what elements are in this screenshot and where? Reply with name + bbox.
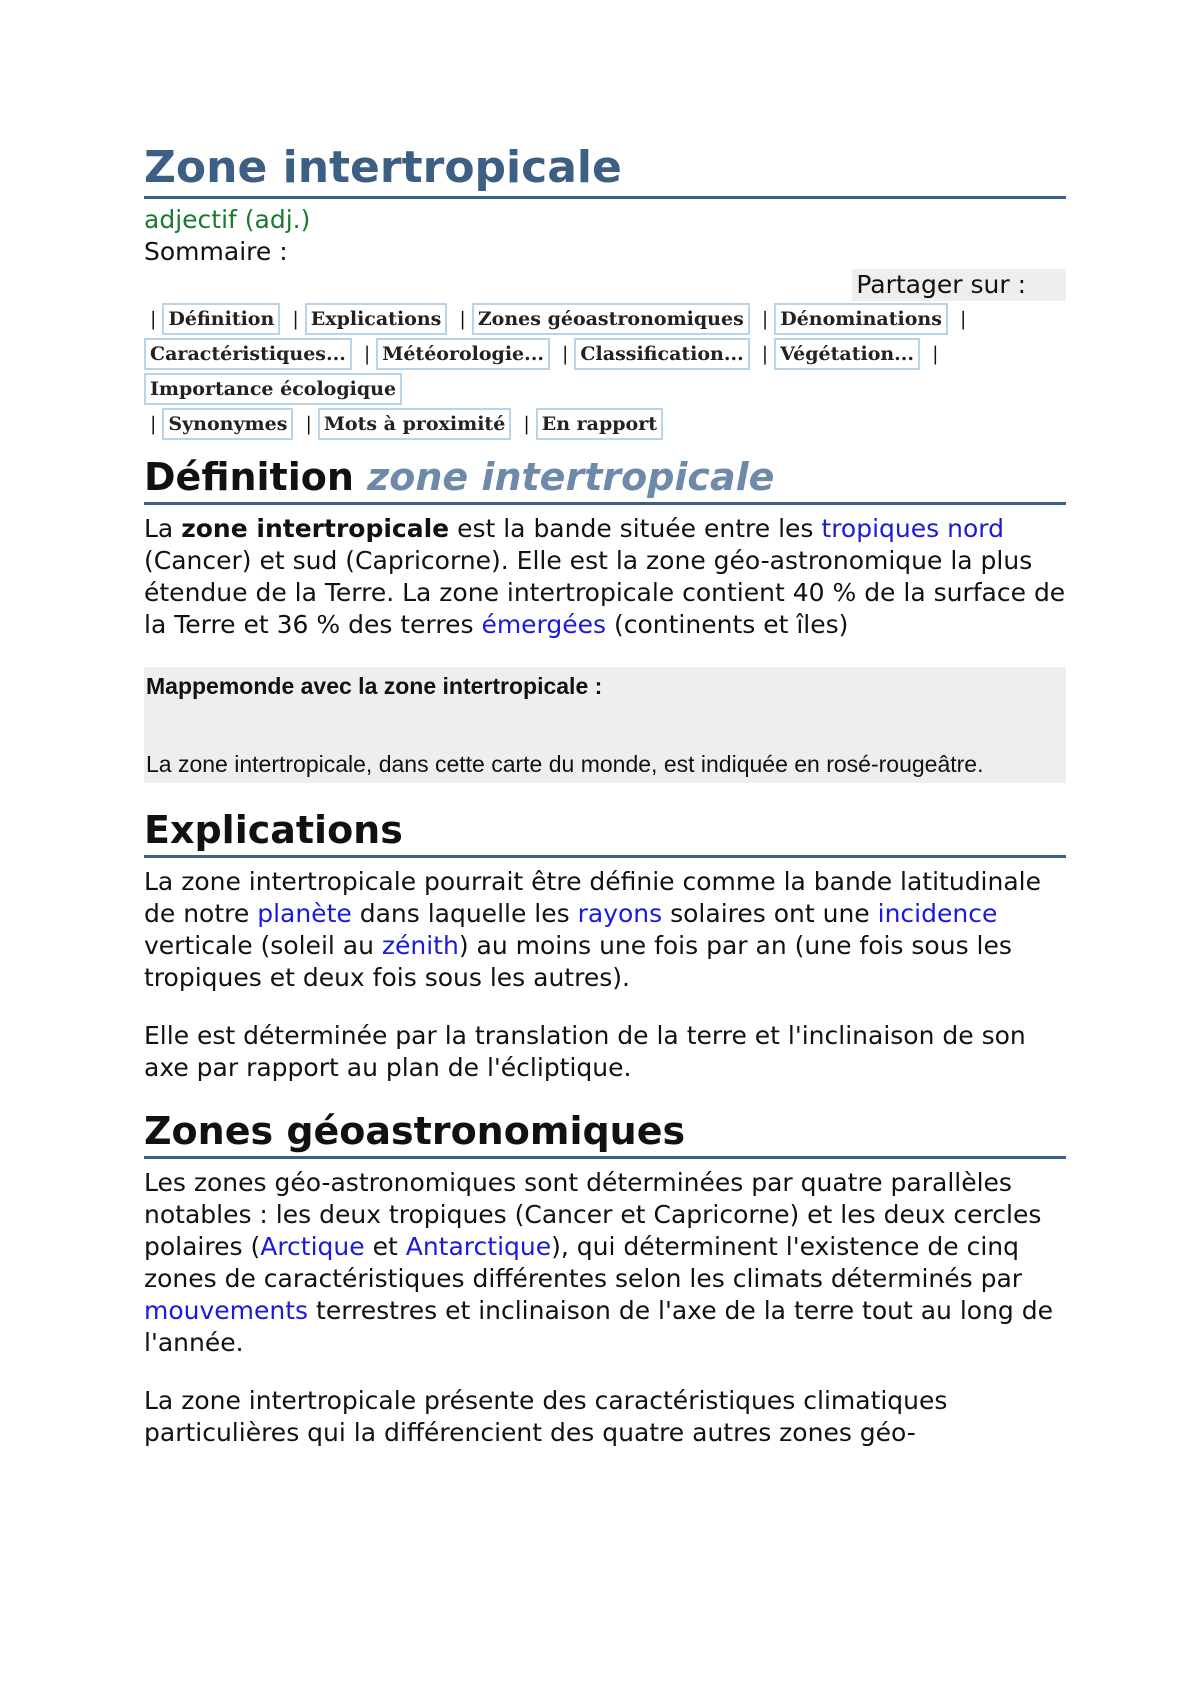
- explications-paragraph-1: La zone intertropicale pourrait être définie comme la bande latitudinale de notre planète dans laquelle les rayons solaires ont une incidence verticale (soleil au zénith) au moins une fois par an (une fois sous les tropiques et deux fois sous les autres).: [144, 867, 1041, 992]
- section-heading-zones: Zones géoastronomiques: [144, 1106, 1066, 1159]
- explications-paragraph-2: Elle est déterminée par la translation de la terre et l'inclinaison de son axe par rapport au plan de l'écliptique.: [144, 1021, 1026, 1082]
- table-of-contents: | Définition | Explications | Zones géoastronomiques | Dénominations |Caractéristiques... | Météorologie... | Classification... | Végétation... |Importance écologique | Synonymes | Mots à proximité | En rapport: [144, 302, 1066, 442]
- summary-label: Sommaire :: [144, 237, 288, 266]
- link-emergees[interactable]: émergées: [481, 610, 607, 639]
- link-antarctique[interactable]: Antarctique: [405, 1232, 552, 1261]
- link-mouvements[interactable]: mouvements: [144, 1296, 309, 1325]
- link-zenith[interactable]: zénith: [381, 931, 459, 960]
- zones-paragraph-2: La zone intertropicale présente des caractéristiques climatiques particulières qui la différencient des quatre autres zones géo-: [144, 1386, 948, 1447]
- part-of-speech: adjectif (adj.): [144, 205, 311, 234]
- link-arctique[interactable]: Arctique: [260, 1232, 365, 1261]
- zones-paragraph-1: Les zones géo-astronomiques sont déterminées par quatre parallèles notables : les deux tropiques (Cancer et Capricorne) et les deux cercles polaires (Arctique et Antarctique), qui déterminent l'existence de cinq zones de caractéristiques différentes selon les climats déterminés par mouvements terrestres et inclinaison de l'axe de la terre tout au long de l'année.: [144, 1168, 1053, 1357]
- link-tropiques-nord[interactable]: tropiques nord: [821, 514, 1004, 543]
- toc-link-zones[interactable]: Zones géoastronomiques: [472, 303, 750, 335]
- toc-link-definition[interactable]: Définition: [162, 303, 280, 335]
- toc-link-caracteristiques[interactable]: Caractéristiques...: [144, 338, 352, 370]
- toc-link-explications[interactable]: Explications: [305, 303, 448, 335]
- toc-link-mots[interactable]: Mots à proximité: [318, 408, 511, 440]
- section-heading-definition: Définition zone intertropicale: [144, 452, 1066, 505]
- page-title: Zone intertropicale: [144, 140, 1066, 199]
- section-heading-explications: Explications: [144, 805, 1066, 858]
- toc-link-classification[interactable]: Classification...: [574, 338, 749, 370]
- link-planete[interactable]: planète: [257, 899, 352, 928]
- share-label: Partager sur :: [852, 269, 1066, 301]
- article: [144, 140, 1066, 1449]
- link-incidence[interactable]: incidence: [877, 899, 998, 928]
- figure-box: [144, 667, 1066, 783]
- toc-link-synonymes[interactable]: Synonymes: [162, 408, 293, 440]
- heading-accent: zone intertropicale: [367, 455, 775, 499]
- toc-link-importance[interactable]: Importance écologique: [144, 373, 402, 405]
- figure-caption: La zone intertropicale, dans cette carte du monde, est indiquée en rosé-rougeâtre.: [146, 751, 984, 777]
- definition-paragraph: La zone intertropicale est la bande située entre les tropiques nord (Cancer) et sud (Capricorne). Elle est la zone géo-astronomique la plus étendue de la Terre. La zone intertropicale contient 40 % de la surface de la Terre et 36 % des terres émergées (continents et îles): [144, 514, 1066, 639]
- toc-link-meteorologie[interactable]: Météorologie...: [376, 338, 550, 370]
- toc-link-vegetation[interactable]: Végétation...: [774, 338, 920, 370]
- share-row: [144, 269, 1066, 301]
- toc-link-denominations[interactable]: Dénominations: [774, 303, 948, 335]
- toc-link-rapport[interactable]: En rapport: [536, 408, 663, 440]
- link-rayons[interactable]: rayons: [577, 899, 663, 928]
- figure-title: Mappemonde avec la zone intertropicale :: [146, 673, 603, 699]
